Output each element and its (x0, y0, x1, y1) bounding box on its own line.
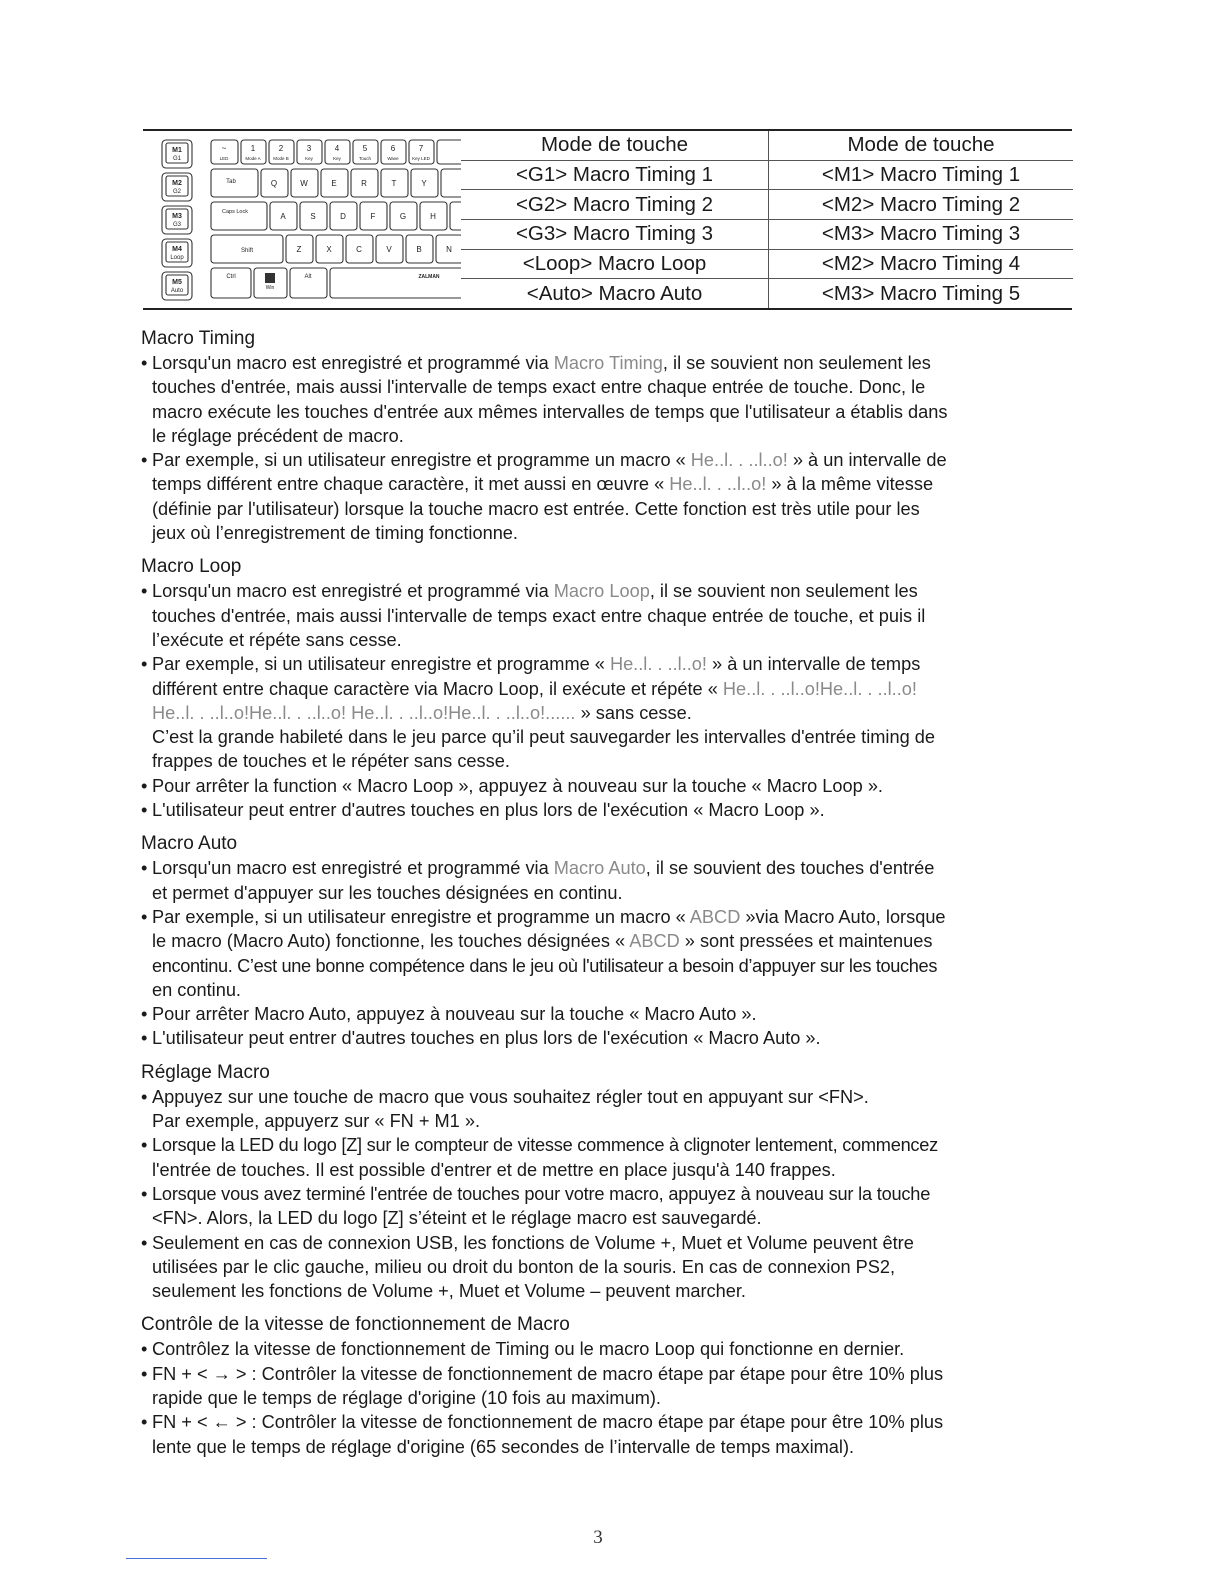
text-line: l'entrée de touches. Il est possible d'entrer et de mettre en place jusqu'à 140 frappes. (152, 1159, 836, 1180)
text-line (141, 472, 1031, 496)
key-y-label: Y (421, 179, 427, 188)
text: » à la même vitesse (766, 474, 934, 495)
section-title: Macro Timing (141, 328, 256, 349)
text-line (141, 677, 1031, 701)
table-cell: <G2> Macro Timing 2 (461, 190, 769, 220)
list-item (141, 1337, 1031, 1361)
section-title: Contrôle de la vitesse de fonctionnement de Macro (141, 1314, 570, 1336)
key-a-label: A (280, 212, 286, 221)
key-tab-label: Tab (226, 179, 236, 185)
list-item (141, 1231, 1031, 1255)
list-item (141, 1002, 1031, 1026)
list-item (141, 1362, 1031, 1386)
text: Par exemple, si un utilisateur enregistre et programme un macro « (152, 450, 691, 471)
highlight-text: Macro Timing (553, 353, 663, 373)
key-g-label: G (399, 212, 407, 221)
bullet: • (141, 353, 148, 373)
text: différent entre chaque caractère via Macro Loop, il exécute et répéte « (152, 678, 723, 699)
text: Par exemple, si un utilisateur enregistre et programme un macro « (152, 906, 690, 927)
key-d-label: D (340, 212, 346, 221)
key-g3-label: G3 (172, 222, 182, 228)
text: Lorsqu'un macro est enregistré et programmé via (152, 858, 554, 879)
text-line: touches d'entrée, mais aussi l'intervalle de temps exact entre chaque entrée de touche. Donc, le (152, 377, 926, 398)
key-b-label: B (416, 245, 422, 254)
key-tilde-label: ~ (221, 144, 227, 153)
text-line (141, 701, 1031, 725)
bullet: • (141, 906, 148, 927)
macro-key-figure (143, 129, 1072, 310)
text: Contrôlez la vitesse de fonctionnement de Timing ou le macro Loop qui fonctionne en dernier. (152, 1339, 905, 1360)
table-row (461, 219, 1073, 249)
bullet: • (141, 800, 148, 821)
section-title: Macro Auto (141, 833, 238, 855)
bullet: • (141, 1028, 148, 1049)
bullet: • (141, 1363, 148, 1384)
table-cell: <M3> Macro Timing 5 (821, 281, 1021, 305)
text-line: jeux où l’enregistrement de timing fonctionne. (152, 523, 518, 544)
section-title: Macro Loop (141, 556, 242, 578)
key-5-label: 5 (362, 144, 368, 153)
bullet: • (141, 581, 148, 602)
text-line: seulement les fonctions de Volume +, Muet et Volume – peuvent marcher. (152, 1281, 746, 1302)
section-title: Réglage Macro (141, 1061, 270, 1083)
text: FN + < ← > : Contrôler la vitesse de fonctionnement de macro étape par étape pour être 10% plus (152, 1412, 944, 1433)
bullet: • (141, 1412, 148, 1433)
highlight-text: He..l. . ..l..o!He..l. . ..l..o! (722, 678, 917, 699)
list-item (141, 351, 1031, 375)
text-line (141, 929, 1031, 953)
bullet: • (141, 858, 148, 879)
key-7-label: 7 (418, 144, 424, 153)
text-line: C’est la grande habileté dans le jeu parce qu’il peut sauvegarder les intervalles d'entrée timing de (152, 727, 935, 748)
text-line: l’exécute et répéte sans cesse. (152, 629, 402, 650)
text-line: (définie par l'utilisateur) lorsque la touche macro est entrée. Cette fonction est très utile pour les (152, 498, 920, 519)
list-item (141, 798, 1031, 822)
text: » à un intervalle de (787, 450, 947, 471)
key-f-label: F (370, 212, 376, 221)
manual-content (141, 327, 1031, 1469)
key-tilde-sub: LED (219, 156, 229, 161)
key-m4-label: M4 (172, 246, 182, 253)
list-item (141, 856, 1031, 880)
text-line: frappes de touches et le répéter sans cesse. (152, 751, 510, 772)
bullet: • (141, 1135, 148, 1156)
table-cell: <Auto> Macro Auto (461, 279, 769, 308)
text: L'utilisateur peut entrer d'autres touches en plus lors de l'exécution « Macro Auto ». (152, 1028, 821, 1049)
list-item (141, 1410, 1031, 1434)
list-item (141, 1085, 1031, 1109)
table-cell: <M3> Macro Timing 3 (769, 219, 1074, 249)
key-2-label: 2 (278, 144, 284, 153)
text: Lorsqu'un macro est enregistré et programmé via (152, 581, 554, 602)
bullet: • (141, 1086, 148, 1107)
highlight-text: Macro Loop (553, 581, 650, 602)
table-header-col2: Mode de touche (769, 131, 1074, 160)
text: FN + < → > : Contrôler la vitesse de fonctionnement de macro étape par étape pour être 10% plus (152, 1363, 944, 1384)
key-capslock-label: Caps Lock (222, 209, 248, 215)
highlight-text: ABCD (629, 931, 680, 952)
highlight-text: He..l. . ..l..o!He..l. . ..l..o! He..l. . ..l..o!He..l. . ..l..o!...... (152, 702, 576, 723)
table-row (461, 190, 1073, 220)
key-auto-label: Auto (170, 288, 184, 294)
highlight-text: Macro Auto (553, 858, 646, 879)
text: »via Macro Auto, lorsque (740, 906, 946, 927)
list-item (141, 1133, 1031, 1157)
text-line: touches d'entrée, mais aussi l'intervalle de temps exact entre chaque entrée de touche, et puis il (152, 605, 926, 626)
text-line: Par exemple, appuyerz sur « FN + M1 ». (152, 1111, 481, 1132)
bullet: • (141, 1183, 148, 1204)
highlight-text: He..l. . ..l..o! (669, 474, 767, 495)
text: Seulement en cas de connexion USB, les fonctions de Volume +, Muet et Volume peuvent être (152, 1232, 914, 1253)
table-cell: <M1> Macro Timing 1 (769, 160, 1074, 190)
mode-table (461, 131, 1073, 308)
section-macro-timing (141, 327, 1031, 545)
key-m1-label: M1 (172, 147, 182, 154)
section-macro-auto (141, 832, 1031, 1050)
text: Par exemple, si un utilisateur enregistre et programme « (152, 654, 610, 675)
key-loop-label: Loop (170, 255, 184, 261)
bullet: • (141, 654, 148, 675)
page-number: 3 (593, 1527, 603, 1548)
text-line: rapide que le temps de réglage d'origine (10 fois au maximum). (152, 1387, 661, 1408)
bullet: • (141, 1004, 148, 1025)
key-2-sub: Mode B (273, 156, 289, 161)
text: temps différent entre chaque caractère, it met aussi en œuvre « (152, 474, 670, 495)
list-item (141, 652, 1031, 676)
section-reglage-macro (141, 1061, 1031, 1304)
windows-logo-icon (265, 273, 275, 283)
text: , il se souvient des touches d'entrée (645, 858, 935, 879)
list-item (141, 1026, 1031, 1050)
key-h-label: H (430, 212, 436, 221)
key-g1-label: G1 (172, 156, 182, 162)
key-6-label: 6 (390, 144, 396, 153)
text: » à un intervalle de temps (706, 654, 921, 675)
key-alt-label: Alt (304, 274, 312, 280)
key-7-sub: Key LED (412, 156, 430, 161)
text: » sont pressées et maintenues (679, 931, 933, 952)
highlight-text: He..l. . ..l..o! (690, 450, 788, 471)
key-1-sub: Mode A (245, 156, 261, 161)
bullet: • (141, 450, 148, 471)
key-win-label: Win (265, 285, 275, 291)
key-g2-label: G2 (172, 189, 182, 195)
key-n-label: N (446, 245, 452, 254)
table-cell: <Loop> Macro Loop (461, 249, 769, 279)
bullet: • (141, 775, 148, 796)
list-item (141, 905, 1031, 929)
table-header-row (461, 131, 1073, 160)
key-s-label: S (310, 212, 316, 221)
key-6-sub: Wave (387, 156, 399, 161)
key-4-label: 4 (334, 144, 340, 153)
bullet: • (141, 1232, 148, 1253)
key-1-label: 1 (250, 144, 256, 153)
text: Appuyez sur une touche de macro que vous souhaitez régler tout en appuyant sur <FN>. (152, 1086, 869, 1107)
footer-divider (126, 1558, 267, 1559)
key-t-label: T (391, 179, 397, 188)
highlight-text: ABCD (689, 906, 741, 927)
text-line: lente que le temps de réglage d'origine (65 secondes de l’intervalle de temps maximal). (152, 1436, 855, 1457)
table-cell: <G1> Macro Timing 1 (461, 160, 769, 190)
text: le macro (Macro Auto) fonctionne, les touches désignées « (152, 931, 630, 952)
brand-label: ZALMAN (418, 274, 440, 280)
list-item (141, 774, 1031, 798)
text-line: <FN>. Alors, la LED du logo [Z] s’éteint et le réglage macro est sauvegardé. (152, 1208, 762, 1229)
text: , il se souvient non seulement les (649, 581, 918, 602)
table-header-col1: Mode de touche (461, 131, 769, 160)
table-row (461, 279, 1073, 308)
keyboard-drawing (143, 131, 461, 308)
text: L'utilisateur peut entrer d'autres touches en plus lors de l'exécution « Macro Loop ». (152, 800, 825, 821)
key-z-label: Z (296, 245, 302, 254)
text: Pour arrêter la function « Macro Loop », appuyez à nouveau sur la touche « Macro Loop ». (152, 775, 883, 796)
key-3-sub: Key (305, 156, 313, 161)
text-line: encontinu. C’est une bonne compétence dans le jeu où l'utilisateur a besoin d’appuyer sur les touches (152, 955, 938, 976)
text-line: en continu. (152, 979, 241, 1000)
text-line: le réglage précédent de macro. (152, 425, 404, 446)
text: Lorsque la LED du logo [Z] sur le compteur de vitesse commence à clignoter lentement, commencez (152, 1135, 938, 1156)
key-c-label: C (356, 245, 362, 254)
highlight-text: He..l. . ..l..o! (609, 654, 707, 675)
key-shift-label: Shift (240, 248, 254, 254)
list-item (141, 579, 1031, 603)
text: Pour arrêter Macro Auto, appuyez à nouveau sur la touche « Macro Auto ». (152, 1004, 757, 1025)
key-q-label: Q (270, 179, 278, 188)
key-w-label: W (300, 179, 308, 188)
bullet: • (141, 1339, 148, 1360)
table-row (461, 249, 1073, 279)
key-x-label: X (326, 245, 332, 254)
text-line: utilisées par le clic gauche, milieu ou droit du bonton de la souris. En cas de connexion PS2, (152, 1256, 896, 1277)
key-r-label: R (361, 179, 367, 188)
table-cell: <M2> Macro Timing 2 (769, 190, 1074, 220)
text: Lorsque vous avez terminé l'entrée de touches pour votre macro, appuyez à nouveau sur la touche (152, 1183, 931, 1204)
table-row (461, 160, 1073, 190)
text: Lorsqu'un macro est enregistré et programmé via (152, 353, 554, 373)
text-line: macro exécute les touches d'entrée aux mêmes intervalles de temps que l'utilisateur a établis dans (152, 401, 948, 422)
key-m2-label: M2 (172, 180, 182, 187)
key-e-label: E (331, 179, 337, 188)
table-cell: <M2> Macro Timing 4 (769, 249, 1074, 279)
key-m5-label: M5 (172, 279, 182, 286)
key-5-sub: Touch (358, 156, 372, 161)
text-line: et permet d'appuyer sur les touches désignées en continu. (152, 882, 623, 903)
key-m3-label: M3 (172, 213, 182, 220)
list-item (141, 1182, 1031, 1206)
key-ctrl-label: Ctrl (226, 274, 236, 280)
key-v-label: V (386, 245, 392, 254)
section-speed-control (141, 1313, 1031, 1458)
list-item (141, 448, 1031, 472)
key-4-sub: Key (333, 156, 341, 161)
table-cell: <G3> Macro Timing 3 (461, 219, 769, 249)
section-macro-loop (141, 555, 1031, 822)
text: » sans cesse. (580, 702, 692, 723)
key-3-label: 3 (306, 144, 312, 153)
keyboard-illustration (143, 131, 461, 308)
text: , il se souvient non seulement les (662, 353, 931, 373)
